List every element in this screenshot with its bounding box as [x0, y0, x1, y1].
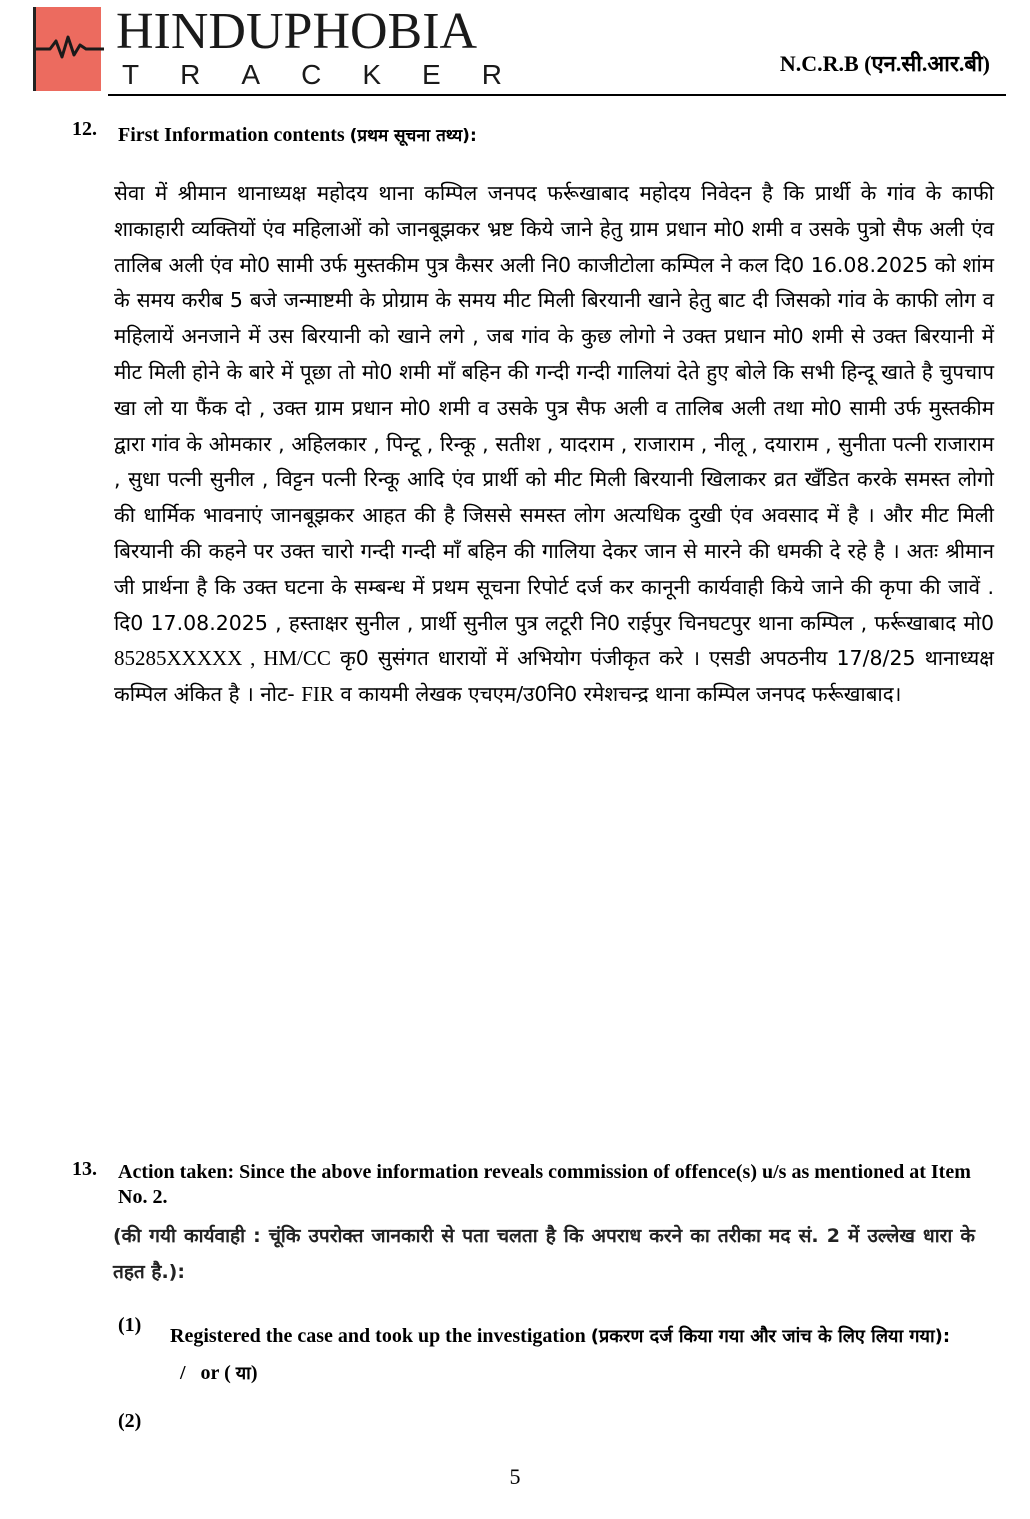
logo-letter: C	[301, 59, 322, 90]
heading-hi: (प्रथम सूचना तथ्य):	[349, 126, 477, 146]
page-number: 5	[509, 1464, 521, 1489]
fir-body-part2: कृ0 सुसंगत धारायों में अभियोग पंजीकृत करे । एसडी अपठनीय 17/8/25 थानाध्यक्ष कम्पिल अंकित है । नोट-	[114, 646, 995, 707]
section-12-heading	[118, 122, 477, 149]
page-header	[0, 0, 1030, 100]
item-1-text	[170, 1318, 970, 1392]
item-1-close: )	[250, 1362, 258, 1384]
fir-body-part1: सेवा में श्रीमान थानाध्यक्ष महोदय थाना कम्पिल जनपद फर्रूखाबाद महोदय निवेदन है कि प्रार्थी के गांव के काफी शाकाहारी व्यक्तियों एंव महिलाओं को जानबूझकर भ्रष्ट किये जाने हेतु ग्राम प्रधान मो0 शमी व उसके पुत्रो सैफ अली एंव तालिब अली एंव मो0 सामी उर्फ मुस्तकीम पुत्र कैसर अली नि0 काजीटोला कम्पिल ने कल दि0 16.08.2025 को शांम के समय करीब 5 बजे जन्माष्टमी के प्रोग्राम के समय मीट मिली बिरयानी खाने हेतु बाट दी जिसको गांव के काफी लोग व महिलायें अनजाने में उस बिरयानी को खाने लगे , जब गांव के कुछ लोगो ने उक्त प्रधान मो0 शमी से उक्त बिरयानी में मीट मिली होने के बारे में पूछा तो मो0 शमी माँ बहिन की गन्दी गन्दी गालियां देते हुए बोले कि सभी हिन्दू खाते है चुपचाप खा लो या फैंक दो , उक्त ग्राम प्रधान मो0 शमी व उसके पुत्र सैफ अली व तालिब अली तथा मो0 सामी उर्फ मुस्तकीम द्वारा गांव के ओमकार , अहिलकार , पिन्टू , रिन्कू , सतीश , यादराम , राजाराम , नीलू , दयाराम , सुनीता पत्नी राजाराम , सुधा पत्नी सुनील , विट्टन पत्नी रिन्कू आदि एंव प्रार्थी को मीट मिली बिरयानी खिलाकर व्रत खँडित करके समस्त लोगो की धार्मिक भावनाएं जानबूझकर आहत की है जिससे समस्त लोग अत्यधिक दुखी एंव अवसाद में है । और मीट मिली बिरयानी की कहने पर उक्त चारो गन्दी गन्दी माँ बहिन की गालिया देकर जान से मारने की धमकी दे रहे है । अतः श्रीमान जी प्रार्थना है कि उक्त घटना के सम्बन्ध में प्रथम सूचना रिपोर्ट दर्ज कर कानूनी कार्यवाही किये जाने की कृपा की जावें . दि0 17.08.2025 , हस्ताक्षर सुनील , प्रार्थी सुनील पुत्र लटूरी नि0 राईपुर चिनघटपुर थाना कम्पिल , फर्रूखाबाद मो0	[114, 181, 994, 635]
fir-body-part3: व कायमी लेखक एचएम/उ0नि0 रमेशचन्द्र थाना कम्पिल जनपद फर्रूखाबाद।	[333, 682, 902, 707]
item-1-hi: (प्रकरण दर्ज किया गया और जांच के लिए लिया गया):	[590, 1326, 951, 1347]
header-divider	[108, 94, 1006, 96]
item-1-en: Registered the case and took up the investigation	[170, 1325, 591, 1347]
item-1-number: (1)	[118, 1314, 142, 1336]
item-1-separator: / or (	[170, 1362, 236, 1384]
section-12-number: 12.	[72, 118, 97, 140]
fir-body-fir: FIR	[301, 682, 334, 707]
fir-contents	[114, 176, 994, 713]
action-taken-en: Action taken: Since the above information reveals commission of offence(s) u/s as mentioned at Item No. 2.	[118, 1161, 971, 1208]
logo-letter: T	[122, 59, 140, 90]
logo-title: HINDUPHOBIA	[116, 3, 478, 60]
fir-body-phone: 85285XXXXX , HM/CC	[114, 646, 331, 671]
logo-letter: R	[481, 59, 502, 90]
logo-letter: K	[362, 59, 382, 90]
item-1-or-hi: या	[235, 1363, 251, 1384]
section-13-number: 13.	[72, 1158, 97, 1180]
logo-mark	[33, 7, 101, 91]
item-2-number: (2)	[118, 1410, 142, 1432]
logo-letter: R	[180, 59, 201, 90]
logo-letter: A	[241, 59, 261, 90]
action-taken-hi: (की गयी कार्यवाही : चूंकि उपरोक्त जानकारी से पता चलता है कि अपराध करने का तरीका मद सं. 2 में उल्लेख धारा के तहत है.):	[113, 1225, 975, 1283]
logo-subtitle	[122, 60, 502, 90]
heading-en: First Information contents	[118, 124, 350, 146]
logo-letter: E	[422, 59, 441, 90]
ncrb-label: N.C.R.B (एन.सी.आर.बी)	[779, 51, 990, 76]
heartbeat-icon	[36, 7, 104, 91]
